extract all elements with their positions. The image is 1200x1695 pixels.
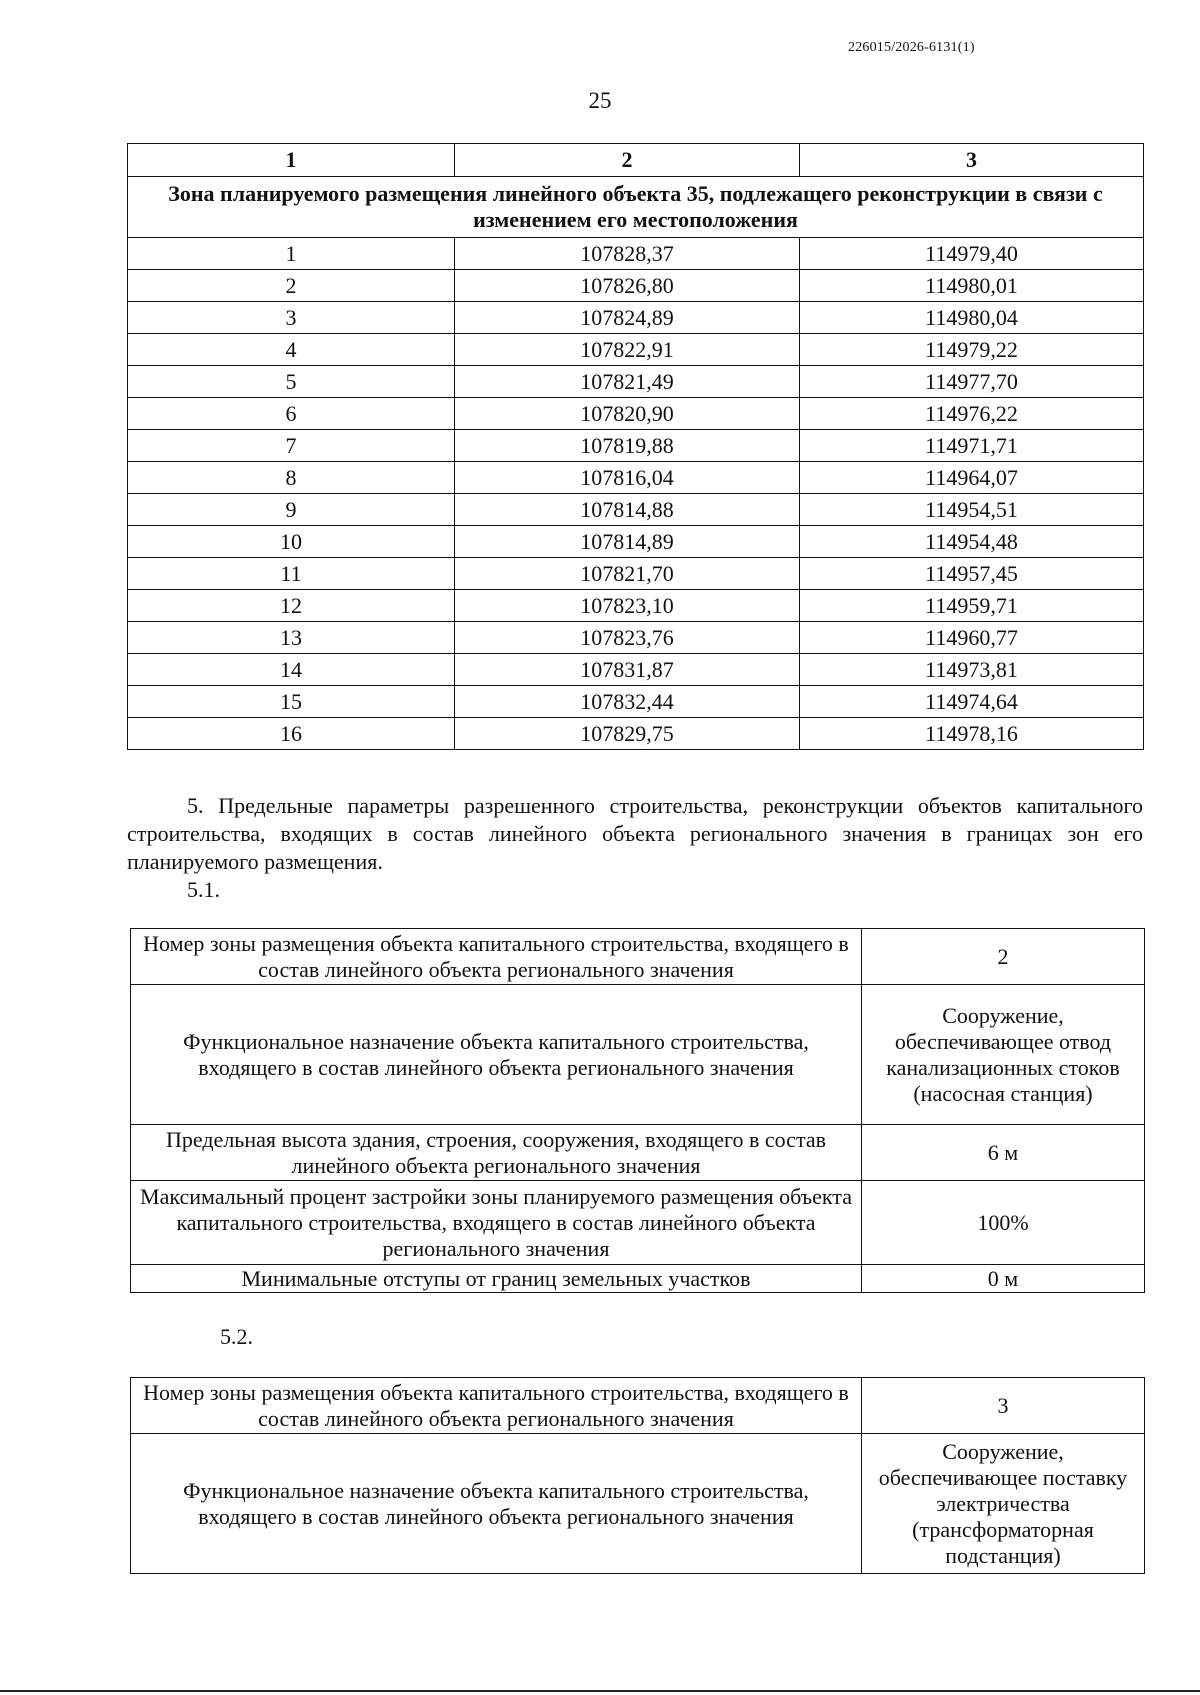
parameter-value: 0 м: [862, 1265, 1145, 1293]
zone-title: Зона планируемого размещения линейного объекта 35, подлежащего реконструкции в связи с изменением его местоположения: [128, 177, 1144, 238]
point-number-cell: 16: [128, 718, 455, 750]
x-coordinate-cell: 107826,80: [455, 270, 800, 302]
point-number-cell: 15: [128, 686, 455, 718]
x-coordinate-cell: 107829,75: [455, 718, 800, 750]
y-coordinate-cell: 114971,71: [800, 430, 1144, 462]
table-row: [128, 238, 1144, 270]
subsection-5-1-label: 5.1.: [187, 877, 220, 902]
column-header: 3: [800, 144, 1144, 177]
page-number: 25: [588, 88, 612, 113]
y-coordinate-cell: 114973,81: [800, 654, 1144, 686]
parameter-label: Номер зоны размещения объекта капитального строительства, входящего в состав линейного объекта регионального значения: [131, 1378, 862, 1434]
point-number-cell: 7: [128, 430, 455, 462]
parameter-value: Сооружение, обеспечивающее отвод канализационных стоков (насосная станция): [862, 985, 1145, 1125]
y-coordinate-cell: 114964,07: [800, 462, 1144, 494]
x-coordinate-cell: 107823,10: [455, 590, 800, 622]
y-coordinate-cell: 114960,77: [800, 622, 1144, 654]
subsection-5-2-label: 5.2.: [220, 1324, 253, 1349]
table-row: [128, 686, 1144, 718]
point-number-cell: 1: [128, 238, 455, 270]
point-number-cell: 13: [128, 622, 455, 654]
point-number-cell: 12: [128, 590, 455, 622]
parameter-label: Максимальный процент застройки зоны планируемого размещения объекта капитального строительства, входящего в состав линейного объекта регионального значения: [131, 1181, 862, 1265]
point-number-cell: 11: [128, 558, 455, 590]
table-row: [128, 718, 1144, 750]
table-header-row: [128, 144, 1144, 177]
y-coordinate-cell: 114976,22: [800, 398, 1144, 430]
point-number-cell: 14: [128, 654, 455, 686]
table-row: [131, 1125, 1145, 1181]
x-coordinate-cell: 107820,90: [455, 398, 800, 430]
table-row: [128, 302, 1144, 334]
table-row: [131, 1265, 1145, 1293]
page-bottom-rule: [0, 1690, 1200, 1692]
x-coordinate-cell: 107832,44: [455, 686, 800, 718]
y-coordinate-cell: 114974,64: [800, 686, 1144, 718]
x-coordinate-cell: 107828,37: [455, 238, 800, 270]
x-coordinate-cell: 107816,04: [455, 462, 800, 494]
document-number: 226015/2026-6131(1): [848, 40, 975, 55]
parameter-value: 2: [862, 929, 1145, 985]
x-coordinate-cell: 107831,87: [455, 654, 800, 686]
x-coordinate-cell: 107821,70: [455, 558, 800, 590]
coordinates-table: [127, 143, 1144, 750]
table-row: [128, 366, 1144, 398]
coordinates-body: [128, 238, 1144, 750]
parameter-label: Функциональное назначение объекта капитального строительства, входящего в состав линейного объекта регионального значения: [131, 1434, 862, 1574]
parameter-value: Сооружение, обеспечивающее поставку электричества (трансформаторная подстанция): [862, 1434, 1145, 1574]
table-row: [128, 270, 1144, 302]
table-row: [128, 654, 1144, 686]
parameter-label: Функциональное назначение объекта капитального строительства, входящего в состав линейного объекта регионального значения: [131, 985, 862, 1125]
column-header: 1: [128, 144, 455, 177]
x-coordinate-cell: 107814,89: [455, 526, 800, 558]
point-number-cell: 10: [128, 526, 455, 558]
x-coordinate-cell: 107822,91: [455, 334, 800, 366]
parameter-value: 100%: [862, 1181, 1145, 1265]
point-number-cell: 3: [128, 302, 455, 334]
table-row: [131, 1181, 1145, 1265]
table-row: [128, 622, 1144, 654]
table-row: [128, 558, 1144, 590]
table-row: [131, 1378, 1145, 1434]
table-row: [128, 526, 1144, 558]
y-coordinate-cell: 114959,71: [800, 590, 1144, 622]
table-row: [131, 929, 1145, 985]
table-row: [131, 985, 1145, 1125]
table-row: [128, 334, 1144, 366]
point-number-cell: 2: [128, 270, 455, 302]
y-coordinate-cell: 114978,16: [800, 718, 1144, 750]
table-row: [128, 462, 1144, 494]
column-header: 2: [455, 144, 800, 177]
parameters-table-5-1: [130, 928, 1145, 1293]
table-row: [128, 494, 1144, 526]
parameter-value: 6 м: [862, 1125, 1145, 1181]
y-coordinate-cell: 114979,22: [800, 334, 1144, 366]
table-row: [128, 430, 1144, 462]
x-coordinate-cell: 107824,89: [455, 302, 800, 334]
section-5-text: 5. Предельные параметры разрешенного строительства, реконструкции объектов капитального строительства, входящих в состав линейного объекта регионального значения в границах зон его планируемого размещения.: [127, 793, 1143, 874]
point-number-cell: 9: [128, 494, 455, 526]
point-number-cell: 6: [128, 398, 455, 430]
x-coordinate-cell: 107814,88: [455, 494, 800, 526]
table-row: [128, 590, 1144, 622]
x-coordinate-cell: 107823,76: [455, 622, 800, 654]
y-coordinate-cell: 114954,51: [800, 494, 1144, 526]
parameter-label: Предельная высота здания, строения, сооружения, входящего в состав линейного объекта регионального значения: [131, 1125, 862, 1181]
y-coordinate-cell: 114954,48: [800, 526, 1144, 558]
point-number-cell: 5: [128, 366, 455, 398]
parameter-label: Минимальные отступы от границ земельных участков: [131, 1265, 862, 1293]
point-number-cell: 8: [128, 462, 455, 494]
y-coordinate-cell: 114957,45: [800, 558, 1144, 590]
parameter-value: 3: [862, 1378, 1145, 1434]
y-coordinate-cell: 114979,40: [800, 238, 1144, 270]
table-row: [128, 398, 1144, 430]
x-coordinate-cell: 107819,88: [455, 430, 800, 462]
zone-title-row: [128, 177, 1144, 238]
x-coordinate-cell: 107821,49: [455, 366, 800, 398]
table-row: [131, 1434, 1145, 1574]
y-coordinate-cell: 114980,01: [800, 270, 1144, 302]
parameter-label: Номер зоны размещения объекта капитального строительства, входящего в состав линейного объекта регионального значения: [131, 929, 862, 985]
y-coordinate-cell: 114980,04: [800, 302, 1144, 334]
y-coordinate-cell: 114977,70: [800, 366, 1144, 398]
parameters-table-5-2: [130, 1377, 1145, 1574]
point-number-cell: 4: [128, 334, 455, 366]
